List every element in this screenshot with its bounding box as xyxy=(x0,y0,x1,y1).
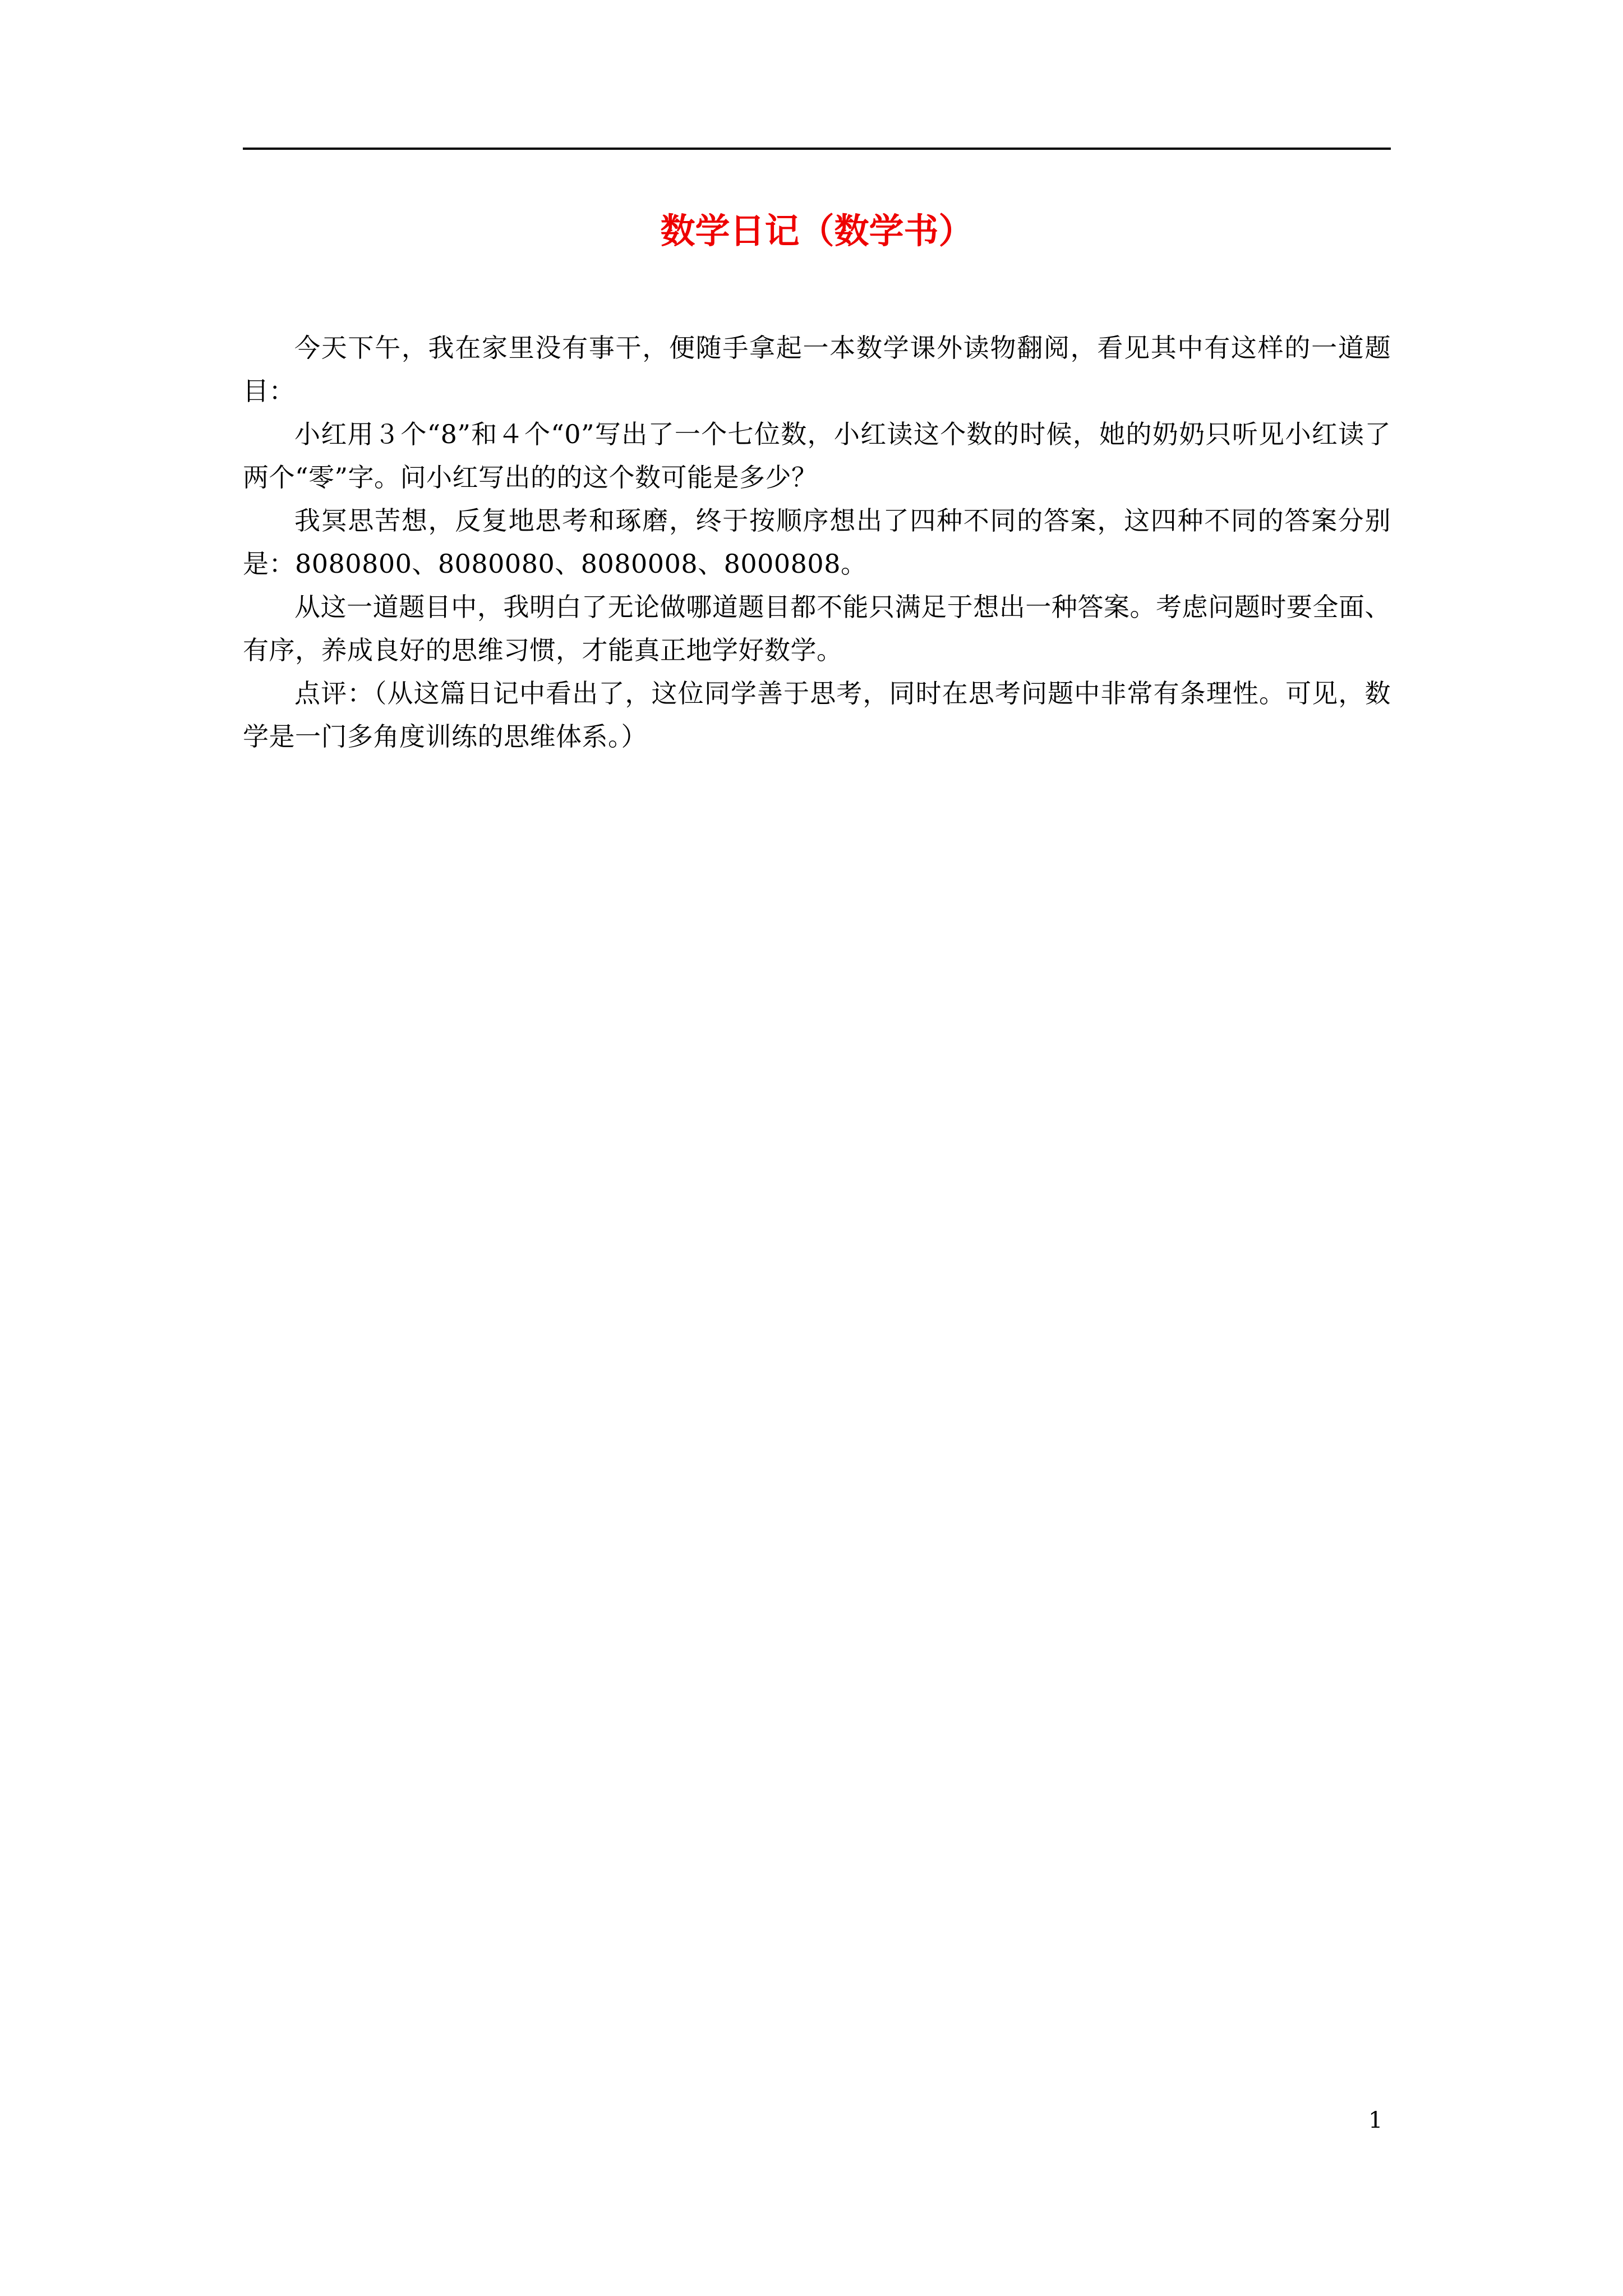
paragraph-reflection: 从这一道题目中，我明白了无论做哪道题目都不能只满足于想出一种答案。考虑问题时要全面、有序，养成良好的思维习惯，才能真正地学好数学。 xyxy=(243,592,1391,665)
paragraph-comment: 点评：（从这篇日记中看出了，这位同学善于思考，同时在思考问题中非常有条理性。可见，数学是一门多角度训练的思维体系。） xyxy=(243,678,1391,752)
header-rule xyxy=(243,148,1391,150)
paragraph-problem: 小红用３个“8”和４个“0”写出了一个七位数，小红读这个数的时候，她的奶奶只听见小红读了两个“零”字。问小红写出的的这个数可能是多少？ xyxy=(243,419,1391,493)
page-number: 1 xyxy=(1368,2108,1383,2133)
document-title: 数学日记（数学书） xyxy=(660,210,974,251)
paragraph-intro: 今天下午，我在家里没有事干，便随手拿起一本数学课外读物翻阅，看见其中有这样的一道题目： xyxy=(243,333,1391,406)
document-body xyxy=(243,326,1391,758)
paragraph-answers: 我冥思苦想，反复地思考和琢磨，终于按顺序想出了四种不同的答案，这四种不同的答案分别是：8080800、8080080、8080008、8000808。 xyxy=(243,505,1391,579)
